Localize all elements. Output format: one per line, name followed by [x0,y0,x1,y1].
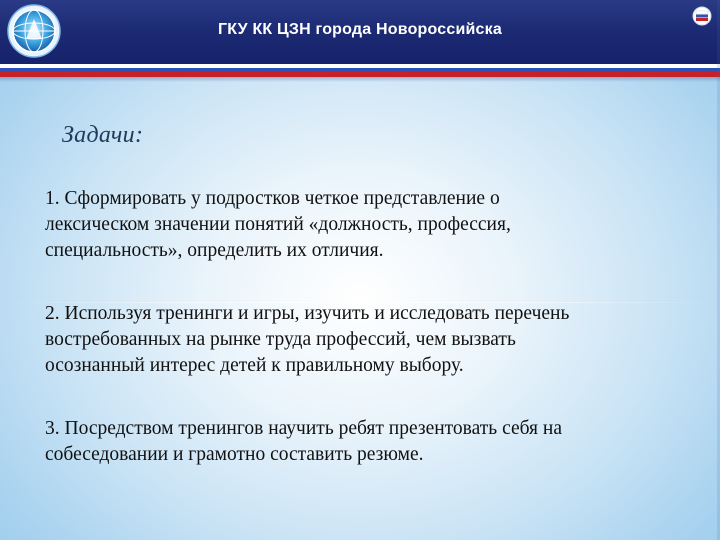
task-item-1: 1. Сформировать у подростков четкое представление о лексическом значении понятий «должность, профессия, специальность», определить их отличия. [45,188,511,261]
page-title: ГКУ КК ЦЗН города Новороссийска [218,21,502,38]
header-shadow [0,77,720,82]
tasks-heading: Задачи: [62,122,144,148]
header-bar [0,0,720,64]
task-item-3: 3. Посредством тренингов научить ребят презентовать себя на собеседовании и грамотно составить резюме. [45,418,562,465]
task-item-2: 2. Используя тренинги и игры, изучить и исследовать перечень востребованных на рынке труда профессий, чем вызвать осознанный интерес детей к правильному выбору. [45,303,570,376]
flag-emblem-icon [692,6,712,26]
